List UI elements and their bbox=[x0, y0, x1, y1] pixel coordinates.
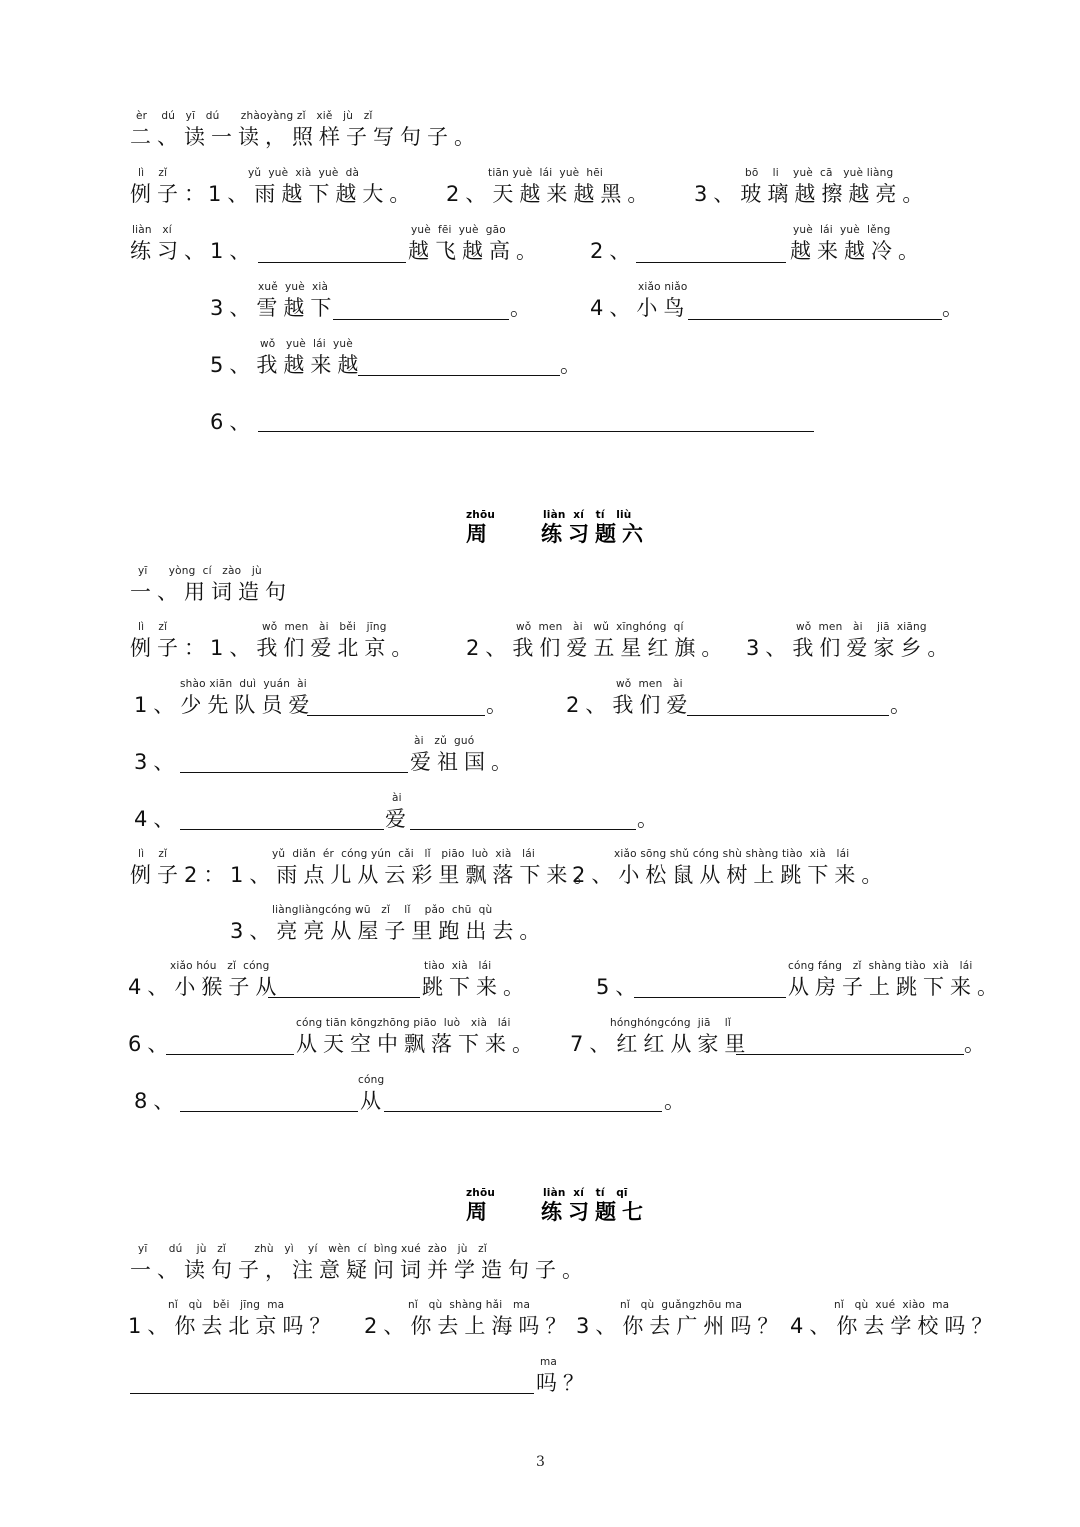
item-text: 5、我越来越 bbox=[210, 353, 365, 377]
example-sentence: 1、雨点儿从云彩里飘落下来。 bbox=[230, 863, 601, 887]
answer-blank[interactable] bbox=[687, 715, 889, 716]
pinyin: yuè lái yuè lěng bbox=[793, 224, 891, 236]
pinyin: nǐ qù guǎngzhōu ma bbox=[620, 1299, 743, 1311]
pinyin: hónghóngcóng jiā lǐ bbox=[610, 1017, 732, 1029]
example-sentence: 2、天越来越黑。 bbox=[446, 182, 655, 206]
item-number: 8、 bbox=[134, 1089, 181, 1113]
answer-blank[interactable] bbox=[634, 997, 786, 998]
pinyin: lì zǐ bbox=[138, 167, 168, 179]
pinyin: liàn xí tí qī bbox=[543, 1187, 628, 1199]
pinyin: cóng tiān kōngzhōng piāo luò xià lái bbox=[296, 1017, 511, 1029]
item-number: 6、 bbox=[128, 1032, 175, 1056]
pinyin: cóng fáng zǐ shàng tiào xià lái bbox=[788, 960, 973, 972]
item-text: 越来越冷。 bbox=[790, 239, 925, 263]
item-text: 吗？ bbox=[536, 1371, 590, 1395]
item-text: 从 bbox=[360, 1089, 387, 1113]
question-sentence: 4、你去学校吗？ bbox=[790, 1314, 999, 1338]
example-label: 例子2： bbox=[130, 863, 231, 887]
page-title: 周 bbox=[466, 522, 493, 546]
pinyin: liàn xí tí liù bbox=[543, 509, 632, 521]
item-number: 3、 bbox=[134, 750, 181, 774]
pinyin: wǒ men ài wǔ xīnghóng qí bbox=[516, 621, 684, 633]
answer-blank[interactable] bbox=[180, 1111, 358, 1112]
item-end: 。 bbox=[510, 296, 537, 320]
example-sentence: 1、我们爱北京。 bbox=[210, 636, 419, 660]
item-number: 5、 bbox=[596, 975, 643, 999]
item-text: 3、雪越下 bbox=[210, 296, 338, 320]
question-sentence: 1、你去北京吗？ bbox=[128, 1314, 337, 1338]
item-text: 跳下来。 bbox=[422, 975, 530, 999]
item-text: 7、红红从家里 bbox=[570, 1032, 752, 1056]
example-sentence: 2、小松鼠从树上跳下来。 bbox=[572, 863, 889, 887]
example-sentence: 3、亮亮从屋子里跑出去。 bbox=[230, 919, 547, 943]
pinyin: yī dú jù zǐ zhù yì yí wèn cí bìng xué zào jù zǐ bbox=[138, 1243, 487, 1255]
item-text: 2、我们爱 bbox=[566, 693, 694, 717]
answer-blank[interactable] bbox=[333, 319, 509, 320]
pinyin: shào xiān duì yuán ài bbox=[180, 678, 307, 690]
answer-blank[interactable] bbox=[258, 431, 814, 432]
answer-blank[interactable] bbox=[180, 772, 408, 773]
page-title: 练习题七 bbox=[541, 1200, 649, 1224]
pinyin: xuě yuè xià bbox=[258, 281, 329, 293]
pinyin: wǒ men ài bbox=[616, 678, 683, 690]
pinyin: yī yòng cí zào jù bbox=[138, 565, 262, 577]
pinyin: xiǎo sōng shǔ cóng shù shàng tiào xià lái bbox=[614, 848, 850, 860]
item-end: 。 bbox=[560, 353, 587, 377]
pinyin: bō li yuè cā yuè liàng bbox=[745, 167, 894, 179]
pinyin: zhōu bbox=[466, 509, 496, 521]
page-title: 练习题六 bbox=[541, 522, 649, 546]
pinyin: cóng bbox=[358, 1074, 385, 1086]
example-sentence: 3、我们爱家乡。 bbox=[746, 636, 955, 660]
example-sentence: 2、我们爱五星红旗。 bbox=[466, 636, 729, 660]
answer-blank[interactable] bbox=[130, 1393, 534, 1394]
pinyin: wǒ men ài běi jīng bbox=[262, 621, 387, 633]
item-text: 从房子上跳下来。 bbox=[788, 975, 1004, 999]
pinyin: yuè fēi yuè gāo bbox=[411, 224, 506, 236]
item-text: 4、小鸟 bbox=[590, 296, 691, 320]
section-heading: 一、用词造句 bbox=[130, 580, 292, 604]
item-end: 。 bbox=[942, 296, 969, 320]
item-end: 。 bbox=[964, 1032, 991, 1056]
answer-blank[interactable] bbox=[307, 715, 485, 716]
section-heading: 二、读一读，照样子写句子。 bbox=[130, 125, 481, 149]
pinyin: lì zǐ bbox=[138, 621, 168, 633]
answer-blank[interactable] bbox=[410, 829, 636, 830]
question-sentence: 2、你去上海吗？ bbox=[364, 1314, 573, 1338]
question-sentence: 3、你去广州吗？ bbox=[576, 1314, 785, 1338]
example-label: 例子： bbox=[130, 636, 211, 660]
pinyin: èr dú yī dú zhàoyàng zǐ xiě jù zǐ bbox=[136, 110, 373, 122]
item-number: 4、 bbox=[134, 807, 181, 831]
pinyin: tiào xià lái bbox=[424, 960, 492, 972]
pinyin: ma bbox=[540, 1356, 558, 1368]
pinyin: yǔ diǎn ér cóng yún cǎi lǐ piāo luò xià lái bbox=[272, 848, 536, 860]
pinyin: lì zǐ bbox=[138, 848, 168, 860]
pinyin: xiǎo niǎo bbox=[638, 281, 688, 293]
page-number: 3 bbox=[536, 1454, 545, 1470]
example-label: 例子： bbox=[130, 182, 211, 206]
item-number: 1、 bbox=[210, 239, 257, 263]
item-text: 爱祖国。 bbox=[410, 750, 518, 774]
item-end: 。 bbox=[637, 807, 664, 831]
pinyin: ài zǔ guó bbox=[414, 735, 475, 747]
example-sentence: 3、玻璃越擦越亮。 bbox=[694, 182, 930, 206]
pinyin: liàngliàngcóng wū zǐ lǐ pǎo chū qù bbox=[272, 904, 493, 916]
answer-blank[interactable] bbox=[384, 1111, 662, 1112]
answer-blank[interactable] bbox=[180, 829, 384, 830]
pinyin: liàn xí bbox=[132, 224, 172, 236]
answer-blank[interactable] bbox=[636, 262, 786, 263]
page-title: 周 bbox=[466, 1200, 493, 1224]
item-text: 6、 bbox=[210, 410, 257, 434]
practice-label: 练习、 bbox=[130, 239, 211, 263]
example-sentence: 1、雨越下越大。 bbox=[208, 182, 417, 206]
pinyin: wǒ yuè lái yuè bbox=[260, 338, 353, 350]
answer-blank[interactable] bbox=[258, 262, 406, 263]
pinyin: nǐ qù běi jīng ma bbox=[168, 1299, 285, 1311]
pinyin: ài bbox=[392, 792, 402, 804]
item-end: 。 bbox=[486, 693, 513, 717]
item-end: 。 bbox=[664, 1089, 691, 1113]
pinyin: yǔ yuè xià yuè dà bbox=[248, 167, 360, 179]
section-heading: 一、读句子，注意疑问词并学造句子。 bbox=[130, 1258, 589, 1282]
answer-blank[interactable] bbox=[166, 1054, 294, 1055]
answer-blank[interactable] bbox=[736, 1054, 964, 1055]
pinyin: xiǎo hóu zǐ cóng bbox=[170, 960, 270, 972]
item-end: 。 bbox=[890, 693, 917, 717]
item-text: 1、少先队员爱 bbox=[134, 693, 316, 717]
pinyin: tiān yuè lái yuè hēi bbox=[488, 167, 604, 179]
pinyin: nǐ qù shàng hǎi ma bbox=[408, 1299, 531, 1311]
pinyin: nǐ qù xué xiào ma bbox=[834, 1299, 950, 1311]
pinyin: zhōu bbox=[466, 1187, 496, 1199]
item-text: 从天空中飘落下来。 bbox=[296, 1032, 539, 1056]
item-text: 爱 bbox=[385, 807, 412, 831]
item-text: 4、小猴子从 bbox=[128, 975, 283, 999]
answer-blank[interactable] bbox=[268, 997, 420, 998]
answer-blank[interactable] bbox=[688, 319, 942, 320]
pinyin: wǒ men ài jiā xiāng bbox=[796, 621, 927, 633]
item-number: 2、 bbox=[590, 239, 637, 263]
answer-blank[interactable] bbox=[358, 375, 560, 376]
item-text: 越飞越高。 bbox=[408, 239, 543, 263]
